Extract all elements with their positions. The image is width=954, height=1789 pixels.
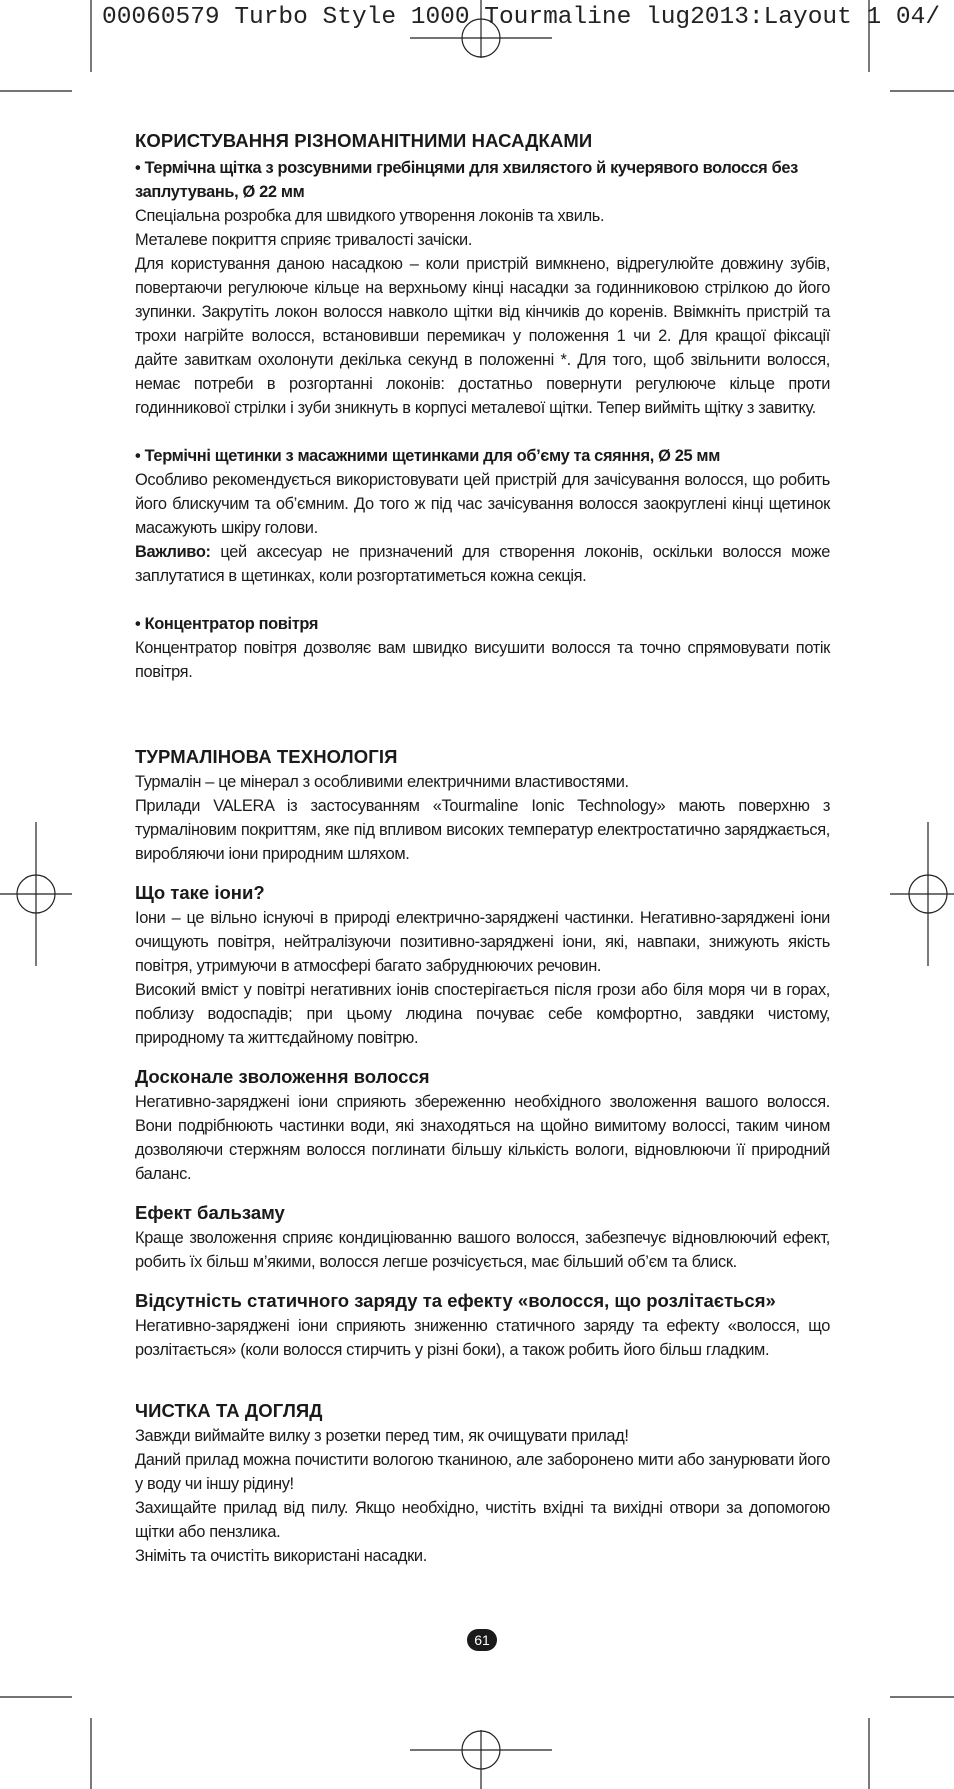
page-number-badge: 61 bbox=[467, 1629, 497, 1651]
paragraph: Негативно-заряджені іони сприяють зниженню статичного заряду та ефекту «волосся, що розлітається» (коли волосся стирчить у різні боки), а також робить його більш гладким. bbox=[135, 1317, 830, 1359]
subheading-bristle-brush: • Термічні щетинки з масажними щетинками для об’єму та сяяння, Ø 25 мм bbox=[135, 447, 720, 465]
paragraph: Завжди виймайте вилку з розетки перед тим, як очищувати прилад! bbox=[135, 1427, 629, 1445]
paragraph: Даний прилад можна почистити вологою тканиною, але заборонено мити або занурювати його у воду чи іншу рідину! bbox=[135, 1451, 830, 1493]
paragraph: Концентратор повітря дозволяє вам швидко висушити волосся та точно спрямовувати потік повітря. bbox=[135, 639, 830, 681]
subheading-thermal-brush: • Термічна щітка з розсувними гребінцями для хвилястого й кучерявого волосся без заплутувань, Ø 22 мм bbox=[135, 159, 798, 201]
subheading-static: Відсутність статичного заряду та ефекту «волосся, що розлітається» bbox=[135, 1290, 776, 1311]
section-attachments bbox=[135, 128, 830, 684]
paragraph: Високий вміст у повітрі негативних іонів спостерігається після грози або біля моря чи в горах, поблизу водоспадів; при цьому людина почуває себе комфортно, завдяки чистому, природному та життєдайному повітрю. bbox=[135, 981, 830, 1047]
section-cleaning bbox=[135, 1398, 830, 1568]
section-tourmaline bbox=[135, 744, 830, 1362]
paragraph: Захищайте прилад від пилу. Якщо необхідно, чистіть вхідні та вихідні отвори за допомогою щітки або пензлика. bbox=[135, 1499, 830, 1541]
registration-mark-left bbox=[0, 822, 72, 966]
paragraph: Краще зволоження сприяє кондиціюванню вашого волосся, забезпечує відновлюючий ефект, робить їх більш м’якими, волосся легше розчісується, має більший об’єм та блиск. bbox=[135, 1229, 830, 1271]
important-text: цей аксесуар не призначений для створення локонів, оскільки волосся може заплутатися в щетинках, коли розгортатиметься кожна секція. bbox=[135, 543, 830, 585]
subheading-concentrator: • Концентратор повітря bbox=[135, 615, 319, 633]
section-heading: ЧИСТКА ТА ДОГЛЯД bbox=[135, 1400, 323, 1421]
subheading-ions: Що таке іони? bbox=[135, 882, 265, 903]
paragraph: Турмалін – це мінерал з особливими електричними властивостями. bbox=[135, 773, 629, 791]
document-body bbox=[135, 128, 830, 1568]
subheading-balm: Ефект бальзаму bbox=[135, 1202, 285, 1223]
section-heading: КОРИСТУВАННЯ РІЗНОМАНІТНИМИ НАСАДКАМИ bbox=[135, 130, 593, 151]
paragraph: Спеціальна розробка для швидкого утворення локонів та хвиль. bbox=[135, 207, 605, 225]
paragraph: Зніміть та очистіть використані насадки. bbox=[135, 1547, 427, 1565]
paragraph-important bbox=[135, 540, 830, 588]
printer-slug: 00060579 Turbo Style 1000 Tourmaline lug2013:Layout 1 04/ bbox=[102, 4, 941, 31]
section-heading: ТУРМАЛІНОВА ТЕХНОЛОГІЯ bbox=[135, 746, 398, 767]
paragraph: Іони – це вільно існуючі в природі електрично-заряджені частинки. Негативно-заряджені іони очищують повітря, нейтралізуючи позитивно-заряджені іони, які, навпаки, знижують якість повітря, утримуючи в атмосфері багато забруднюючих речовин. bbox=[135, 909, 830, 975]
important-label: Важливо: bbox=[135, 543, 211, 561]
subheading-moisture: Досконале зволоження волосся bbox=[135, 1066, 430, 1087]
paragraph: Прилади VALERA із застосуванням «Tourmaline Ionic Technology» мають поверхню з турмаліновим покриттям, яке під впливом високих температур електростатично заряджається, виробляючи іони природним шляхом. bbox=[135, 797, 830, 863]
paragraph: Негативно-заряджені іони сприяють збереженню необхідного зволоження вашого волосся. Вони подрібнюють частинки води, які знаходяться на щойно вимитому волоссі, таким чином дозволяючи стержням волосся поглинати більшу кількість вологи, відновлюючи її природний баланс. bbox=[135, 1093, 830, 1183]
paragraph: Особливо рекомендується використовувати цей пристрій для зачісування волосся, що робить його блискучим та об’ємним. До того ж під час зачісування волосся заокруглені кінці щетинок масажують шкіру голови. bbox=[135, 471, 830, 537]
registration-mark-top bbox=[410, 0, 552, 58]
paragraph: Для користування даною насадкою – коли пристрій вимкнено, відрегулюйте довжину зубів, повертаючи регулююче кільце на верхньому кінці насадки за годинниковою стрілкою до його зупинки. Закрутіть локон волосся навколо щітки від кінчиків до коренів. Ввімкніть пристрій та трохи нагрійте волосся, встановивши перемикач у положення 1 чи 2. Для кращої фіксації дайте завиткам охолонути декілька секунд в положенні *. Для того, щоб звільнити волосся, немає потреби в розгортанні локонів: достатньо повернути регулююче кільце проти годинникової стрілки і зуби зникнуть в корпусі металевої щітки. Тепер вийміть щітку з завитку. bbox=[135, 255, 830, 417]
registration-mark-bottom bbox=[410, 1730, 552, 1789]
paragraph: Металеве покриття сприяє тривалості зачіски. bbox=[135, 231, 473, 249]
registration-mark-right bbox=[890, 822, 954, 966]
